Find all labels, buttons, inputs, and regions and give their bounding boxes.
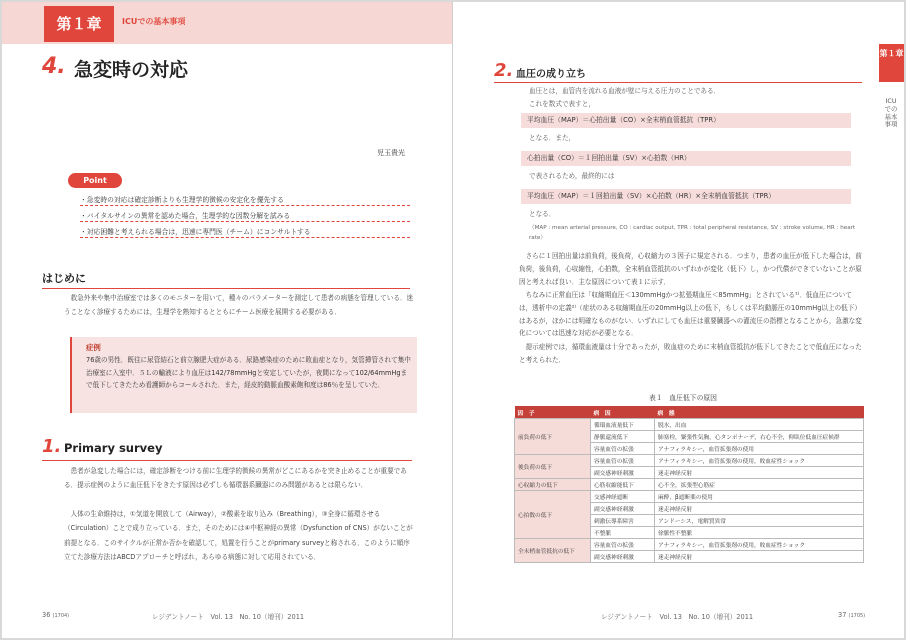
journal-footer: レジデントノート Vol. 13 No. 10（増刊）2011 <box>601 613 754 621</box>
table-row <box>515 539 864 551</box>
cause-cell: 容量血管の拡張 <box>591 455 655 467</box>
condition-cell: 迷走神経反射 <box>655 503 864 515</box>
article-title: 急変時の対応 <box>74 59 189 81</box>
page-number-sub: (1704) <box>52 613 70 619</box>
condition-cell: 脱水，出血 <box>655 419 864 431</box>
section-number: 1. <box>42 436 62 457</box>
intro-paragraph: 救急外来や集中治療室では多くのモニターを用いて，種々のパラメーターを測定して患者の病態を管理している．迷うことなく診療するためには，生理学を熟知するとともにチーム医療を展開する必要がある． <box>64 294 414 317</box>
cause-cell: 刺激伝導系障害 <box>591 515 655 527</box>
text-line: これを数式で表すと， <box>529 100 595 108</box>
left-page <box>2 2 453 638</box>
section-underline <box>42 460 412 461</box>
cause-cell: 副交感神経刺激 <box>591 551 655 563</box>
page-number-value: 37 <box>838 611 847 619</box>
bp-paragraph-2: ちなみに正常血圧は「収縮期血圧＜130mmHgかつ拡張期血圧＜85mmHg」とされている¹⁾．低血圧については，透析中の定義²⁾（症状のある収縮期血圧の20mmHg以上の低下，もしくは平均動脈圧の10mmHg以上の低下）はあるが，ほかには明確なものがない．いずれにしても血圧は重要臓器への灌流圧の指標となることから，急激な変化については迅速な対応が必要となる． <box>519 291 862 338</box>
point-item: ・対応困難と考えられる場合は，迅速に専門医（チーム）にコンサルトする <box>80 226 410 238</box>
chapter-label: 第１章 <box>44 6 114 42</box>
section-heading: 血圧の成り立ち <box>516 69 586 80</box>
table-row <box>515 419 864 431</box>
table-caption: 表１ 血圧低下の原因 <box>649 394 717 402</box>
formula-map: 平均血圧（MAP）＝心拍出量（CO）×全末梢血管抵抗（TPR） <box>521 113 851 128</box>
cause-cell: 副交感神経刺激 <box>591 503 655 515</box>
point-item: ・急変時の対応は確定診断よりも生理学的徴候の安定化を優先する <box>80 194 410 206</box>
case-text: 76歳の男性．既往に尿管結石と前立腺肥大症がある．尿路感染症のために敗血症となり，気管挿管されて集中治療室に入室中．５Ｌの輸液により血圧は142/78mmHgと安定していたが，夜間になって102/64mmHgまで低下してきたため看護師からコールされた．また，経皮的動脈血酸素飽和度は86％を呈していた． <box>86 356 411 390</box>
cause-cell: 心筋収縮能低下 <box>591 479 655 491</box>
cause-cell: 静脈還流低下 <box>591 431 655 443</box>
table-row <box>515 455 864 467</box>
cause-cell: 容量血管の拡張 <box>591 539 655 551</box>
page-number-sub: (1705) <box>848 613 866 619</box>
condition-cell: アナフィラキシー，血管拡張剤の使用，敗血症性ショック <box>655 455 864 467</box>
table-header: 因 子 <box>515 406 591 419</box>
condition-cell: 心不全，拡張型心筋症 <box>655 479 864 491</box>
book-spread <box>2 2 904 638</box>
primary-survey-paragraph-1: 患者が急変した場合には，確定診断をつける前に生理学的徴候の異常がどこにあるかを突き止めることが重要である．提示症例のように血圧低下をきたす原因は必ずしも循環器系臓器にのみ問題があるとは限らない． <box>64 467 407 490</box>
section-heading: Primary survey <box>64 441 163 455</box>
cause-cell: 交感神経遮断 <box>591 491 655 503</box>
formula-co: 心拍出量（CO）＝１回拍出量（SV）×心拍数（HR） <box>521 151 851 166</box>
cause-cell: 容量血管の拡張 <box>591 443 655 455</box>
journal-footer: レジデントノート Vol. 13 No. 10（増刊）2011 <box>152 613 305 621</box>
bp-paragraph-3: 提示症例では，循環血液量は十分であったが，敗血症のために末梢血管抵抗が低下してきたことで低血圧になったと考えられた． <box>519 343 862 364</box>
cause-cell: 循環血液量低下 <box>591 419 655 431</box>
cause-cell: 副交感神経刺激 <box>591 467 655 479</box>
condition-cell: 徐脈性不整脈 <box>655 527 864 539</box>
condition-cell: 肺塞栓，緊張性気胸，心タンポナーデ，右心不全，仰臥位低血圧症候群 <box>655 431 864 443</box>
point-item: ・バイタルサインの異常を認めた場合，生理学的な因数分解を試みる <box>80 210 410 222</box>
table-header: 病 態 <box>655 406 864 419</box>
text-line: 血圧とは，血管内を流れる血液が壁に与える圧力のことである． <box>529 87 721 95</box>
point-label: Point <box>68 173 122 188</box>
factor-cell: 心拍数の低下 <box>515 491 591 539</box>
factor-cell: 全末梢血管抵抗の低下 <box>515 539 591 563</box>
chapter-side-tab: 第１章 <box>879 44 904 82</box>
text-line: となる．また， <box>529 134 576 142</box>
chapter-title: ICUでの基本事項 <box>122 17 186 26</box>
causes-table <box>514 406 864 563</box>
text-line: で表されるため，最終的には <box>529 172 615 180</box>
factor-cell: 前負荷の低下 <box>515 419 591 455</box>
page-number-value: 36 <box>42 611 51 619</box>
table-header: 病 因 <box>591 406 655 419</box>
condition-cell: アンドーシス，電解質異常 <box>655 515 864 527</box>
page-number <box>838 611 865 619</box>
table-header-row <box>515 406 864 419</box>
factor-cell: 心収縮力の低下 <box>515 479 591 491</box>
cause-cell: 不整脈 <box>591 527 655 539</box>
condition-cell: アナフィラキシー，血管拡張剤の使用 <box>655 443 864 455</box>
page-number <box>42 611 69 619</box>
condition-cell: アナフィラキシー，血管拡張剤の使用，敗血症性ショック <box>655 539 864 551</box>
table-row <box>515 479 864 491</box>
article-number: 4. <box>42 54 66 79</box>
factor-cell: 後負荷の低下 <box>515 455 591 479</box>
primary-survey-paragraph-2: 人体の生命維持は，①気道を開放して（Airway），②酸素を取り込み（Breathing），③全身に循環させる（Circulation）ことで成り立っている．また，そのためには④中枢神経の異常（Dysfunction of CNS）がないことが前提となる．このサイクルが正常か否かを確認して，処置を行うことがprimary surveyと称される．このように順序立てた診療方法はABCDアプローチと呼ばれ，あらゆる病態に対して応用されている． <box>64 510 413 562</box>
condition-cell: 迷走神経反射 <box>655 467 864 479</box>
chapter-side-title: ICUでの基本事項 <box>884 97 898 129</box>
right-page <box>453 2 904 638</box>
section-number: 2. <box>494 60 514 81</box>
text-line: となる． <box>529 210 556 218</box>
formula-final: 平均血圧（MAP）＝１回拍出量（SV）×心拍数（HR）×全末梢血管抵抗（TPR） <box>521 189 851 204</box>
table-row <box>515 491 864 503</box>
condition-cell: 迷走神経反射 <box>655 551 864 563</box>
section-underline <box>494 82 862 83</box>
case-label: 症例 <box>86 343 101 352</box>
intro-heading: はじめに <box>42 270 410 289</box>
condition-cell: 麻酔，β遮断薬の使用 <box>655 491 864 503</box>
bp-paragraph-1: さらに１回拍出量は前負荷，後負荷，心収縮力の３因子に規定される．つまり，患者の血圧が低下した場合は，前負荷，後負荷，心収縮性，心拍数，全末梢血管抵抗のいずれかが変化（低下）し，かつ代償ができていないことが原因と考えれば良い．主な原因について表１に示す． <box>519 252 862 286</box>
author-name: 児玉貴光 <box>377 149 405 157</box>
abbreviations: （MAP : mean arterial pressure, CO : cardiac output, TPR : total peripheral resistance, SV : stroke volume, HR : heart rate） <box>529 225 856 241</box>
